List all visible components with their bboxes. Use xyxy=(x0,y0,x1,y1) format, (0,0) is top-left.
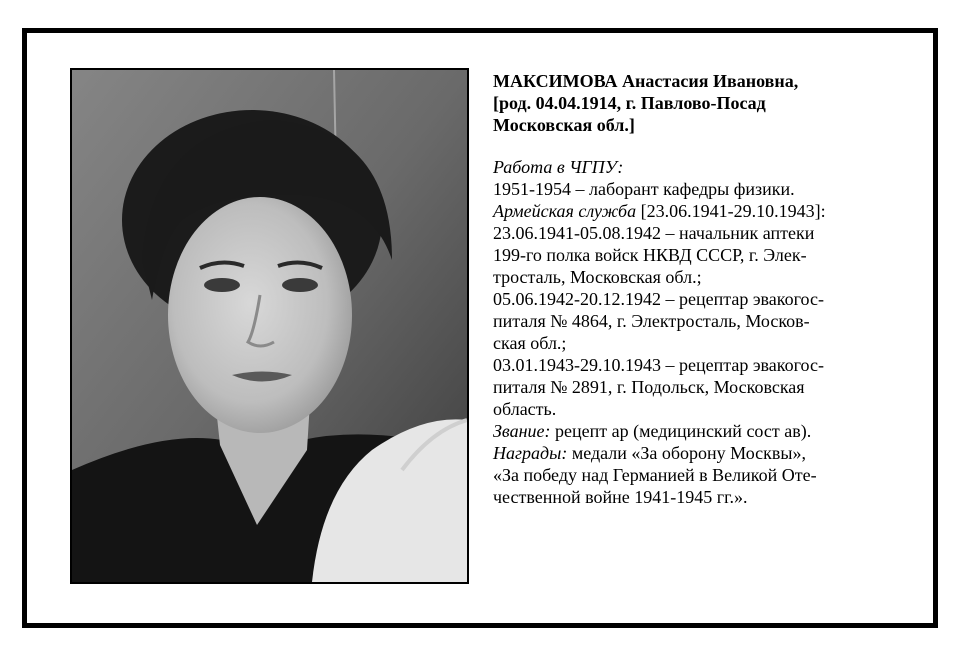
work-text: 1951-1954 – лаборант кафедры физики. xyxy=(493,179,795,199)
heading-region: Московская обл.] xyxy=(493,115,635,135)
rank-text: рецепт ар (медицинский сост ав). xyxy=(550,421,812,441)
awards-continuation: «За победу над Германией в Великой Оте- xyxy=(493,465,817,485)
army-line: 03.01.1943-29.10.1943 – рецептар эвакогос- xyxy=(493,355,824,375)
awards-text: медали «За оборону Москвы», xyxy=(567,443,807,463)
awards-continuation: чественной войне 1941-1945 гг.». xyxy=(493,487,748,507)
person-heading xyxy=(493,70,913,136)
biography-body xyxy=(493,156,913,508)
portrait-image xyxy=(72,70,467,582)
army-period: [23.06.1941-29.10.1943]: xyxy=(636,201,826,221)
army-line: питаля № 2891, г. Подольск, Московская xyxy=(493,377,805,397)
portrait-photo xyxy=(70,68,469,584)
army-heading xyxy=(493,200,913,222)
awards-label: Награды: xyxy=(493,443,568,463)
army-line: 05.06.1942-20.12.1942 – рецептар эвакогос- xyxy=(493,289,824,309)
heading-birth: [род. 04.04.1914, г. Павлово-Посад xyxy=(493,93,766,113)
rank-line xyxy=(493,420,913,442)
army-line: 23.06.1941-05.08.1942 – начальник аптеки xyxy=(493,223,815,243)
biography-text xyxy=(493,70,913,508)
army-line: область. xyxy=(493,399,557,419)
heading-name: МАКСИМОВА Анастасия Ивановна, xyxy=(493,71,799,91)
army-line: 199-го полка войск НКВД СССР, г. Элек- xyxy=(493,245,807,265)
work-label: Работа в ЧГПУ: xyxy=(493,157,624,177)
awards-line xyxy=(493,442,913,464)
army-line: питаля № 4864, г. Электросталь, Москов- xyxy=(493,311,810,331)
rank-label: Звание: xyxy=(493,421,551,441)
army-label: Армейская служба xyxy=(493,201,637,221)
army-line: ская обл.; xyxy=(493,333,567,353)
army-line: тросталь, Московская обл.; xyxy=(493,267,702,287)
